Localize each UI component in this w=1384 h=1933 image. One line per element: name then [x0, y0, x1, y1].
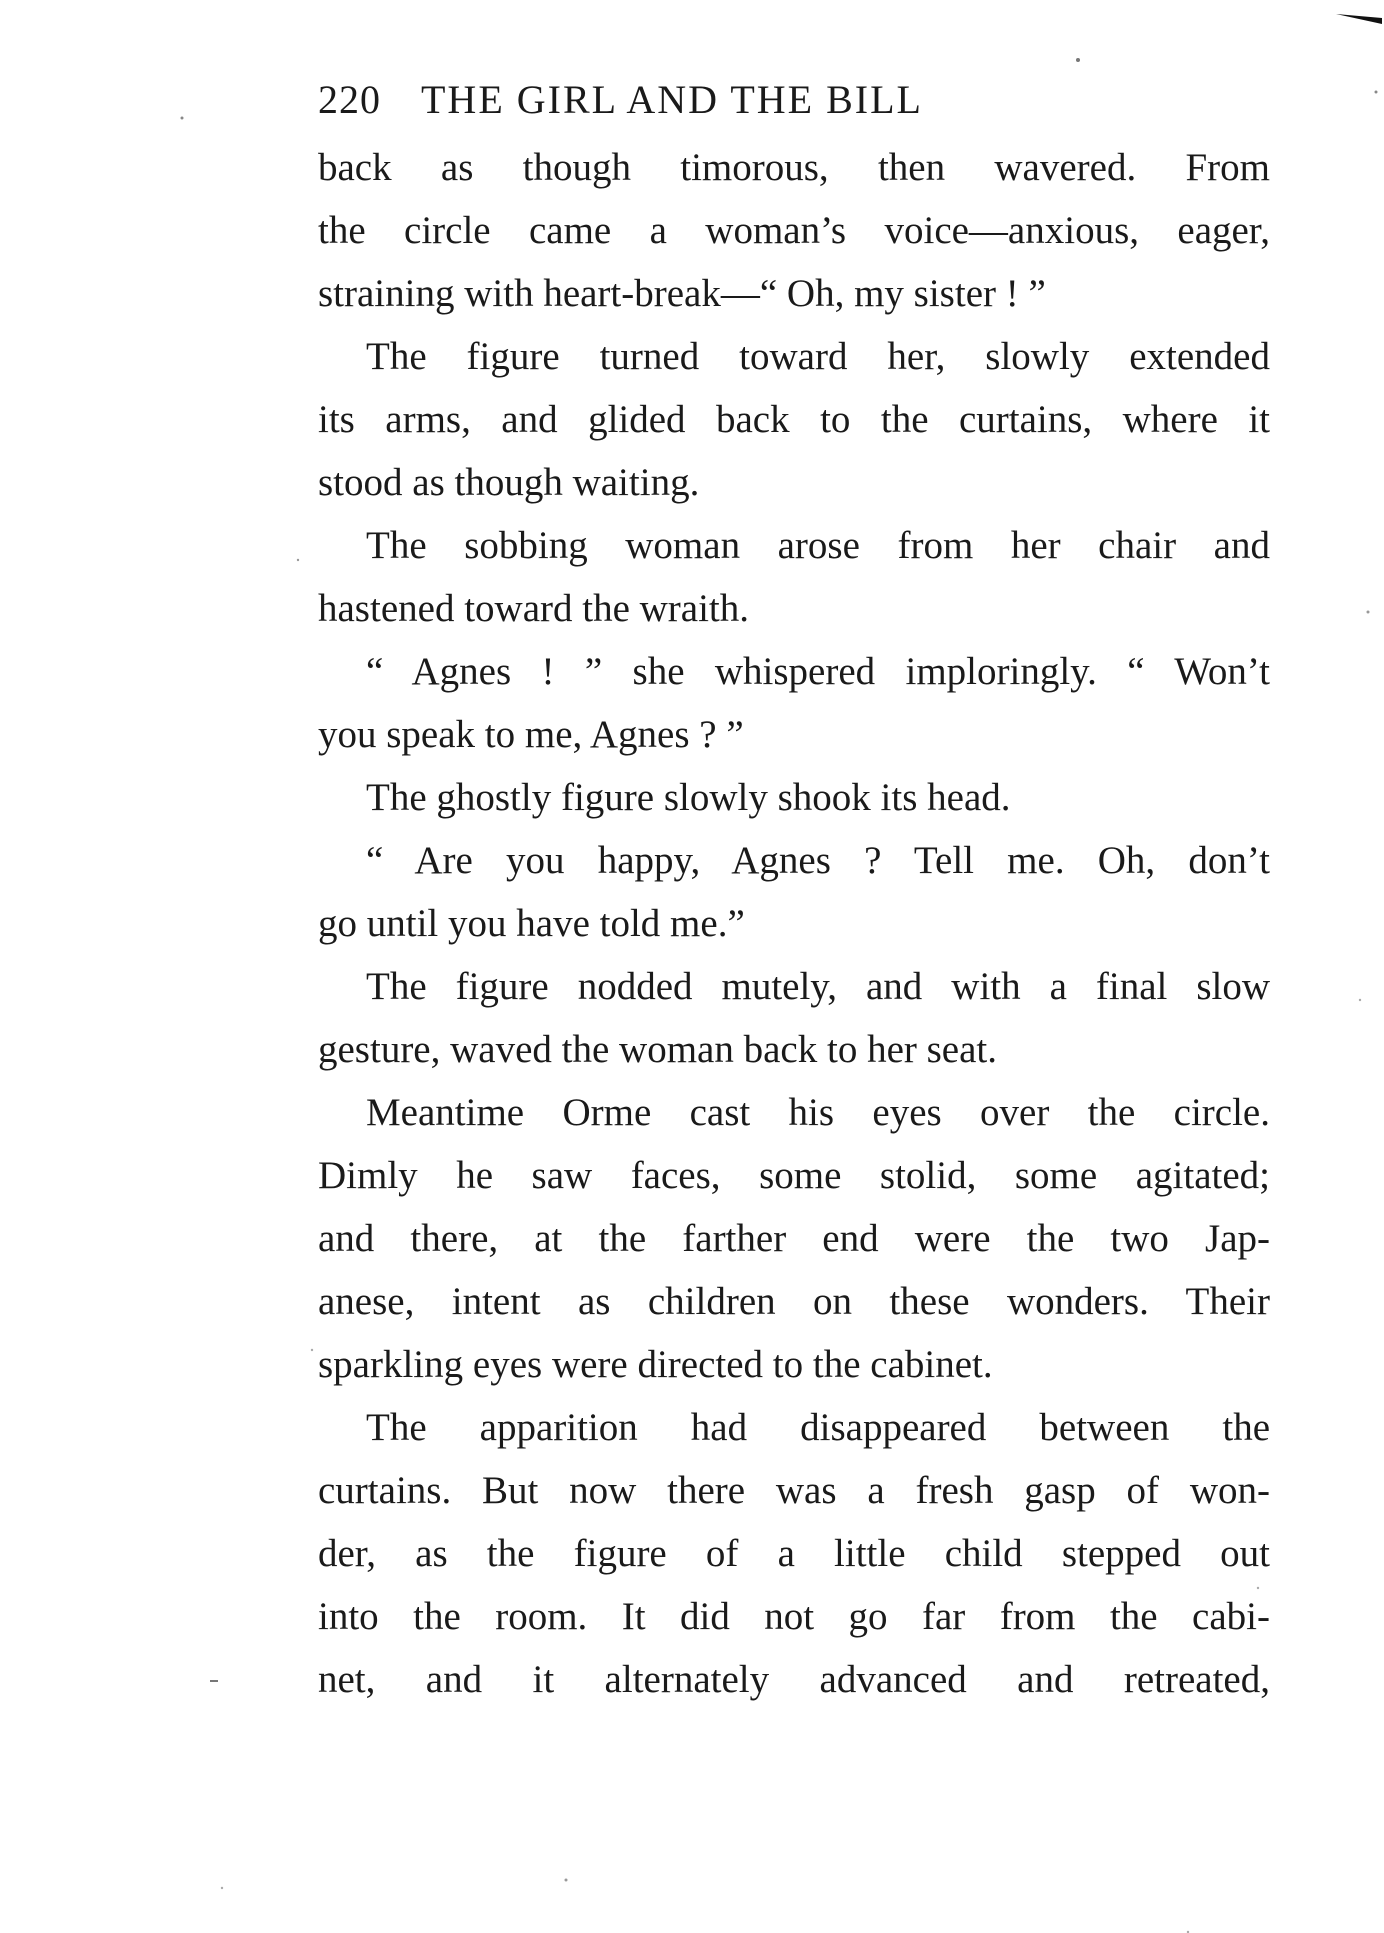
- running-title: THE GIRL AND THE BILL: [421, 77, 923, 122]
- text-line: curtains. But now there was a fresh gasp of won-: [318, 1469, 1270, 1512]
- text-line: back as though timorous, then wavered. From: [318, 146, 1270, 189]
- text-line: stood as though waiting.: [318, 461, 700, 504]
- text-line: Meantime Orme cast his eyes over the circle.: [366, 1091, 1270, 1134]
- text-line: go until you have told me.”: [318, 902, 745, 945]
- text-line: sparkling eyes were directed to the cabinet.: [318, 1343, 993, 1386]
- text-line: its arms, and glided back to the curtains, where it: [318, 398, 1270, 441]
- text-line: The ghostly figure slowly shook its head.: [366, 776, 1011, 819]
- text-line: you speak to me, Agnes ? ”: [318, 713, 744, 756]
- text-line: Dimly he saw faces, some stolid, some agitated;: [318, 1154, 1270, 1197]
- running-head: [318, 70, 1138, 130]
- body-text: [318, 136, 1270, 1711]
- text-line: hastened toward the wraith.: [318, 587, 750, 630]
- text-line: “ Are you happy, Agnes ? Tell me. Oh, don’t: [366, 839, 1270, 882]
- corner-arrow-icon: [1334, 10, 1384, 30]
- text-line: and there, at the farther end were the two Jap-: [318, 1217, 1270, 1260]
- text-line: gesture, waved the woman back to her seat.: [318, 1028, 997, 1071]
- text-line: net, and it alternately advanced and retreated,: [318, 1658, 1270, 1701]
- text-line: anese, intent as children on these wonders. Their: [318, 1280, 1270, 1323]
- text-line: The figure nodded mutely, and with a final slow: [366, 965, 1270, 1008]
- text-line: into the room. It did not go far from the cabi-: [318, 1595, 1270, 1638]
- text-line: The figure turned toward her, slowly extended: [366, 335, 1270, 378]
- text-line: straining with heart-break—“ Oh, my sister ! ”: [318, 272, 1046, 315]
- text-line: “ Agnes ! ” she whispered imploringly. “ Won’t: [366, 650, 1270, 693]
- page-number: 220: [318, 77, 381, 122]
- text-line: der, as the figure of a little child stepped out: [318, 1532, 1270, 1575]
- text-line: The apparition had disappeared between the: [366, 1406, 1270, 1449]
- text-line: The sobbing woman arose from her chair and: [366, 524, 1270, 567]
- text-line: the circle came a woman’s voice—anxious, eager,: [318, 209, 1270, 252]
